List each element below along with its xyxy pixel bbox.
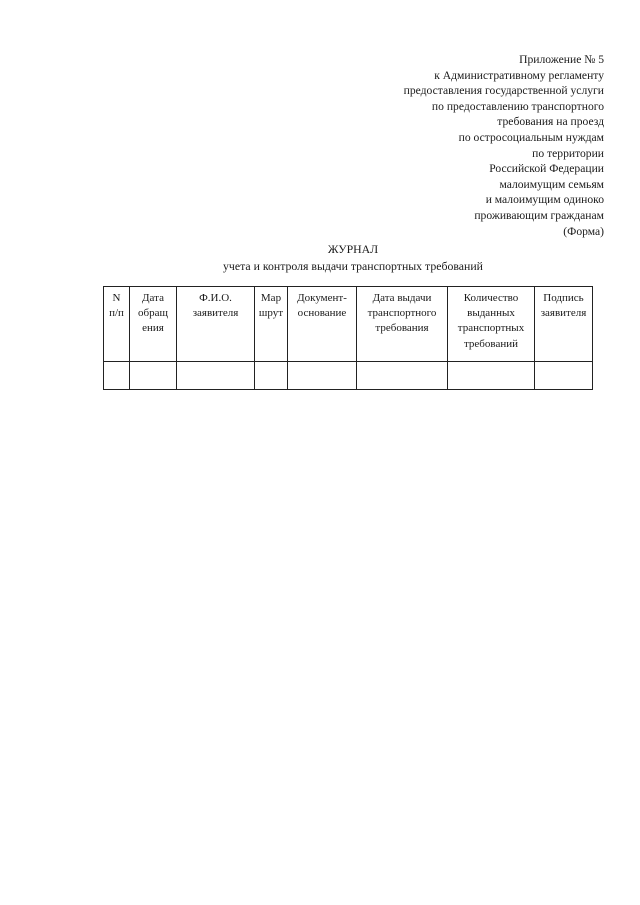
column-header-request-date: Дата обращ ения [130,287,177,362]
appendix-line: малоимущим семьям [499,177,604,191]
journal-table [103,286,593,390]
document-title-block [0,241,640,275]
column-header-number: N п/п [104,287,130,362]
table-cell [177,362,255,390]
table-cell [535,362,593,390]
column-header-issued-count: Количество выданных транспортных требований [448,287,535,362]
column-header-signature: Подпись заявителя [535,287,593,362]
appendix-line: проживающим гражданам [474,208,604,222]
column-header-applicant-name: Ф.И.О. заявителя [177,287,255,362]
appendix-line: по остросоциальным нуждам [458,130,604,144]
appendix-line: к Административному регламенту [434,68,604,82]
appendix-line: по территории [532,146,604,160]
appendix-header [274,52,604,239]
appendix-line: по предоставлению транспортного [431,99,604,113]
table-header-row [104,287,593,362]
appendix-line: предоставления государственной услуги [403,84,604,98]
table-cell [255,362,288,390]
table-cell [448,362,535,390]
table-row [104,362,593,390]
column-header-issue-date: Дата выдачи транспортного требования [357,287,448,362]
table-cell [357,362,448,390]
table-cell [288,362,357,390]
table-cell [130,362,177,390]
appendix-line: и малоимущим одиноко [485,193,604,207]
column-header-route: Мар шрут [255,287,288,362]
appendix-line: требования на проезд [497,115,604,129]
document-title: ЖУРНАЛ [327,242,379,256]
document-subtitle: учета и контроля выдачи транспортных требований [223,259,483,273]
appendix-line: (Форма) [563,224,604,238]
table-cell [104,362,130,390]
column-header-base-document: Документ- основание [288,287,357,362]
appendix-line: Приложение № 5 [519,53,604,66]
appendix-line: Российской Федерации [489,162,604,176]
